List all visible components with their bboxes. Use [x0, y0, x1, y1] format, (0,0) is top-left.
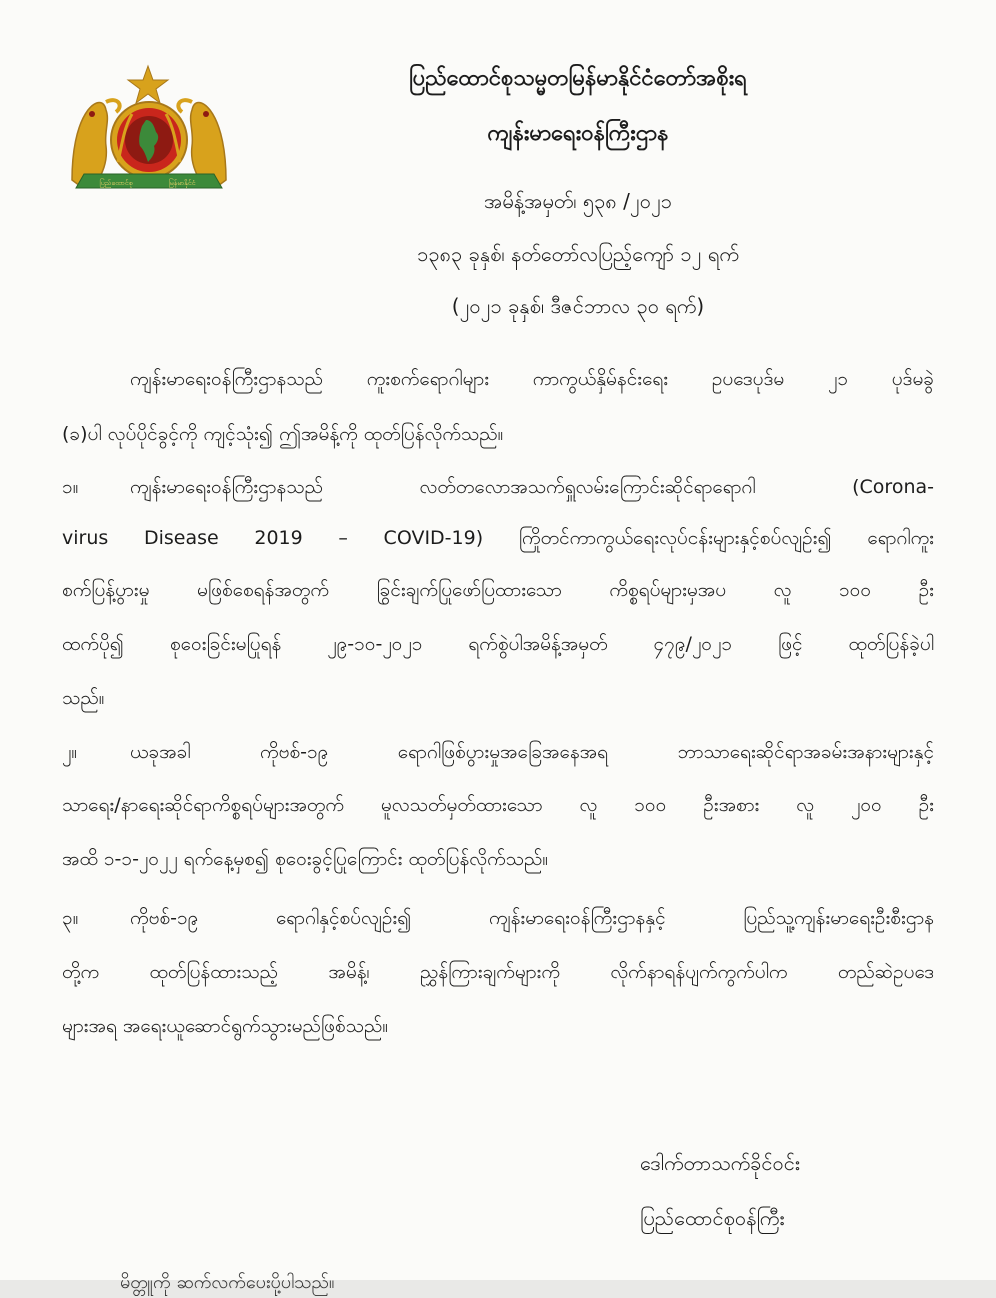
para1-line-5: သည်။: [62, 687, 105, 709]
para2-line-3: အထိ ၁-၁-၂၀၂၂ ရက်နေ့မှစ၍ စုဝေးခွင့်ပြုကြောင်း ထုတ်ပြန်လိုက်သည်။: [62, 848, 549, 870]
signatory-name: ဒေါက်တာသက်ခိုင်ဝင်း: [640, 1151, 800, 1175]
svg-text:မြန်မာနိုင်ငံ: မြန်မာနိုင်ငံ: [168, 179, 196, 187]
date-gregorian: (၂၀၂၁ ခုနှစ်၊ ဒီဇင်ဘာလ ၃၀ ရက်): [451, 294, 705, 318]
para1-number: ၁။: [62, 476, 79, 498]
para3-line-3: များအရ အရေးယူဆောင်ရွက်သွားမည်ဖြစ်သည်။: [62, 1015, 389, 1037]
para3-line-1: ၃။ ကိုဗစ်-၁၉ ရောဂါနှင့်စပ်လျဉ်း၍ ကျန်းမာရေးဝန်ကြီးဌာနနှင့် ပြည်သူ့ကျန်းမာရေးဦးစီးဌာန: [62, 903, 934, 933]
order-reference: အမိန့်အမှတ်၊ ၅၃၈ /၂၀၂၁: [483, 189, 673, 213]
para1-line-2: virus Disease 2019 – COVID-19) ကြိုတင်ကာကွယ်ရေးလုပ်ငန်းများနှင့်စပ်လျဉ်း၍ ရောဂါကူး: [62, 527, 934, 549]
signatory-position: ပြည်ထောင်စုဝန်ကြီး: [640, 1206, 785, 1230]
para3-line-2: တို့က ထုတ်ပြန်ထားသည့် အမိန့်၊ ညွှန်ကြားချက်များကို လိုက်နာရန်ပျက်ကွက်ပါက တည်ဆဲဥပဒေ: [62, 961, 934, 983]
para1-line-3: စက်ပြန့်ပွားမှု မဖြစ်စေရန်အတွက် ခြွင်းချက်ပြုဖော်ပြထားသော ကိစ္စရပ်များမှအပ လူ ၁၀၀ ဦး: [62, 579, 934, 601]
para2-line-2: သာရေး/နာရေးဆိုင်ရာကိစ္စရပ်များအတွက် မူလသတ်မှတ်ထားသော လူ ၁၀၀ ဦးအစား လူ ၂၀၀ ဦး: [62, 794, 934, 816]
para1-line-4: ထက်ပို၍ စုဝေးခြင်းမပြုရန် ၂၉-၁၀-၂၀၂၁ ရက်စွဲပါအမိန့်အမှတ် ၄၇၉/၂၀၂၁ ဖြင့် ထုတ်ပြန်ခဲ့ပါ: [62, 633, 934, 655]
para2-line-1: ၂။ ယခုအခါ ကိုဗစ်-၁၉ ရောဂါဖြစ်ပွားမှုအခြေအနေအရ ဘာသာရေးဆိုင်ရာအခမ်းအနားများနှင့်: [62, 737, 934, 767]
emblem-ribbon: [76, 174, 222, 188]
svg-text:ပြည်ထောင်စု: ပြည်ထောင်စု: [99, 179, 133, 187]
ministry-title-line2: ကျန်းမာရေးဝန်ကြီးဌာန: [487, 121, 669, 146]
cut-off-text: မိတ္တူကို ဆက်လက်ပေးပို့ပါသည်။: [120, 1272, 335, 1293]
ministry-title-line1: ပြည်ထောင်စုသမ္မတမြန်မာနိုင်ငံတော်အစိုးရ: [409, 66, 747, 91]
para2-number: ၂။: [62, 741, 78, 763]
intro-line-1: ကျန်းမာရေးဝန်ကြီးဌာနသည် ကူးစက်ရောဂါများ ကာကွယ်နှိမ်နင်းရေး ဥပဒေပုဒ်မ ၂၁ ပုဒ်မခွဲ: [130, 368, 934, 390]
date-myanmar: ၁၃၈၃ ခုနှစ်၊ နတ်တော်လပြည့်ကျော် ၁၂ ရက်: [417, 242, 739, 266]
para3-number: ၃။: [62, 907, 79, 929]
intro-line-2: (ခ)ပါ လုပ်ပိုင်ခွင့်ကို ကျင့်သုံး၍ ဤအမိန့်ကို ထုတ်ပြန်လိုက်သည်။: [62, 423, 504, 445]
para1-line-1: ၁။ ကျန်းမာရေးဝန်ကြီးဌာနသည် လတ်တလောအသက်ရှူလမ်းကြောင်းဆိုင်ရာရောဂါ (Corona-: [62, 472, 934, 502]
